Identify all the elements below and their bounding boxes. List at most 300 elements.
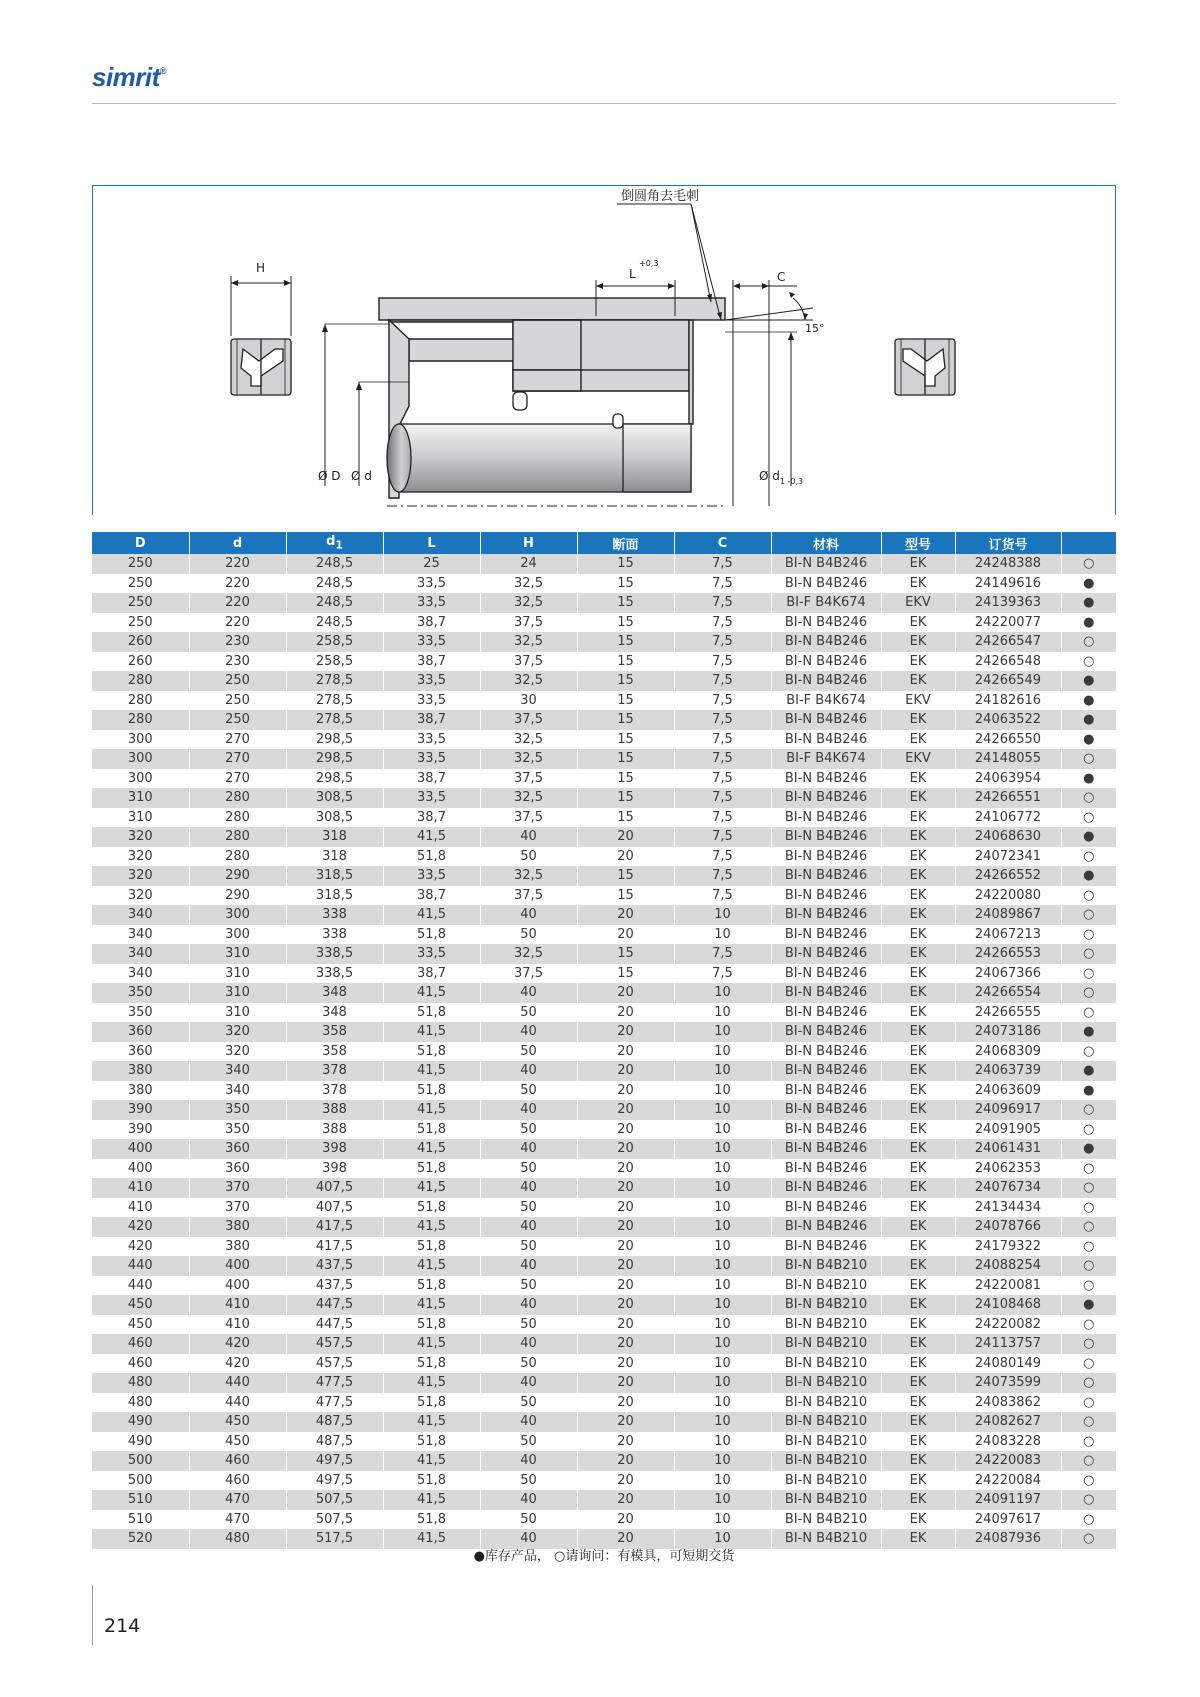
cell-col-order-no: 24266550 [955, 730, 1061, 750]
table-row [92, 593, 1116, 613]
cell-col-type: EK [881, 1451, 955, 1471]
cell-col-l: 41,5 [383, 1373, 480, 1393]
cell-col-cross-section: 15 [577, 691, 674, 711]
cell-col-d-inner: 220 [189, 574, 286, 594]
cell-col-material: BI-N B4B246 [771, 1022, 881, 1042]
cell-col-h: 50 [480, 847, 577, 867]
cell-col-h: 40 [480, 983, 577, 1003]
cell-col-material: BI-N B4B246 [771, 1178, 881, 1198]
cell-col-l: 51,8 [383, 1471, 480, 1491]
cell-col-cross-section: 15 [577, 730, 674, 750]
cell-col-order-no: 24091905 [955, 1120, 1061, 1140]
cell-col-d-inner: 340 [189, 1081, 286, 1101]
cell-col-h: 32,5 [480, 788, 577, 808]
cell-col-l: 51,8 [383, 925, 480, 945]
cell-col-h: 40 [480, 1217, 577, 1237]
cell-col-h: 50 [480, 1120, 577, 1140]
cell-col-material: BI-N B4B246 [771, 866, 881, 886]
cell-col-d-inner: 400 [189, 1276, 286, 1296]
cell-col-order-no: 24089867 [955, 905, 1061, 925]
cell-col-type: EK [881, 1081, 955, 1101]
cell-col-l: 33,5 [383, 593, 480, 613]
cell-col-d-outer: 410 [92, 1198, 189, 1218]
cell-col-d-inner: 410 [189, 1315, 286, 1335]
cell-col-type: EK [881, 847, 955, 867]
cell-col-d-inner: 280 [189, 788, 286, 808]
cell-col-c: 10 [674, 1022, 771, 1042]
cell-col-stock: ○ [1061, 1315, 1116, 1335]
cell-col-d1: 358 [286, 1022, 383, 1042]
cell-col-d1: 298,5 [286, 769, 383, 789]
cell-col-d-outer: 490 [92, 1412, 189, 1432]
table-row [92, 1022, 1116, 1042]
cell-col-type: EK [881, 632, 955, 652]
cell-col-material: BI-N B4B246 [771, 944, 881, 964]
table-row [92, 1432, 1116, 1452]
cell-col-d-outer: 260 [92, 632, 189, 652]
cell-col-c: 10 [674, 1432, 771, 1452]
cell-col-l: 38,7 [383, 964, 480, 984]
cell-col-l: 51,8 [383, 1159, 480, 1179]
cell-col-h: 40 [480, 1490, 577, 1510]
cell-col-l: 41,5 [383, 1334, 480, 1354]
cell-col-c: 10 [674, 1315, 771, 1335]
cell-col-stock: ● [1061, 613, 1116, 633]
cell-col-d-inner: 360 [189, 1139, 286, 1159]
cell-col-h: 40 [480, 905, 577, 925]
cell-col-d-outer: 340 [92, 925, 189, 945]
cell-col-d-outer: 520 [92, 1529, 189, 1549]
cell-col-stock: ○ [1061, 1529, 1116, 1549]
cell-col-order-no: 24220084 [955, 1471, 1061, 1491]
dimension-h [231, 276, 291, 336]
cell-col-material: BI-N B4B246 [771, 964, 881, 984]
dim-label-d1: Ø $d_{1 -0,3}$ [759, 469, 804, 486]
cell-col-c: 10 [674, 1256, 771, 1276]
cell-col-type: EK [881, 944, 955, 964]
cell-col-d-outer: 320 [92, 886, 189, 906]
cell-col-type: EK [881, 905, 955, 925]
cell-col-cross-section: 20 [577, 905, 674, 925]
shaft [387, 392, 691, 492]
cell-col-cross-section: 20 [577, 1295, 674, 1315]
cell-col-material: BI-N B4B246 [771, 886, 881, 906]
page-number: 214 [104, 1615, 141, 1637]
table-row [92, 1354, 1116, 1374]
cell-col-l: 41,5 [383, 905, 480, 925]
cell-col-material: BI-N B4B210 [771, 1471, 881, 1491]
cell-col-d-inner: 370 [189, 1198, 286, 1218]
cell-col-h: 50 [480, 1003, 577, 1023]
cell-col-d1: 308,5 [286, 788, 383, 808]
cell-col-d1: 507,5 [286, 1510, 383, 1530]
cell-col-material: BI-N B4B210 [771, 1354, 881, 1374]
cell-col-l: 41,5 [383, 1451, 480, 1471]
table-row [92, 632, 1116, 652]
header-col-d-inner: d [189, 532, 286, 554]
cell-col-order-no: 24082627 [955, 1412, 1061, 1432]
cell-col-type: EK [881, 886, 955, 906]
cell-col-material: BI-N B4B246 [771, 847, 881, 867]
cell-col-d-outer: 440 [92, 1256, 189, 1276]
cell-col-l: 51,8 [383, 1510, 480, 1530]
cell-col-material: BI-N B4B210 [771, 1334, 881, 1354]
cell-col-type: EK [881, 925, 955, 945]
cell-col-l: 38,7 [383, 808, 480, 828]
cell-col-stock: ○ [1061, 1178, 1116, 1198]
cell-col-d-inner: 440 [189, 1373, 286, 1393]
cell-col-d1: 278,5 [286, 710, 383, 730]
cell-col-order-no: 24080149 [955, 1354, 1061, 1374]
cell-col-order-no: 24248388 [955, 554, 1061, 574]
cell-col-stock: ○ [1061, 1120, 1116, 1140]
header-divider [92, 103, 1116, 104]
cell-col-order-no: 24063739 [955, 1061, 1061, 1081]
cell-col-type: EK [881, 1178, 955, 1198]
cell-col-d-outer: 410 [92, 1178, 189, 1198]
cell-col-d-inner: 400 [189, 1256, 286, 1276]
cell-col-h: 40 [480, 1022, 577, 1042]
stock-legend: ●库存产品， ○请询问：有模具，可短期交货 [473, 1549, 735, 1564]
cell-col-cross-section: 20 [577, 1471, 674, 1491]
cell-col-d1: 358 [286, 1042, 383, 1062]
cell-col-order-no: 24139363 [955, 593, 1061, 613]
cell-col-material: BI-N B4B246 [771, 827, 881, 847]
table-row [92, 1510, 1116, 1530]
cell-col-d-outer: 440 [92, 1276, 189, 1296]
callout-chamfer: 倒圆角去毛刺 [621, 189, 700, 204]
cell-col-d-outer: 380 [92, 1081, 189, 1101]
cell-col-c: 10 [674, 1490, 771, 1510]
seal-profile-left [231, 339, 291, 395]
cell-col-d-outer: 300 [92, 749, 189, 769]
cell-col-h: 24 [480, 554, 577, 574]
cell-col-c: 7,5 [674, 944, 771, 964]
cell-col-l: 25 [383, 554, 480, 574]
cell-col-l: 51,8 [383, 1393, 480, 1413]
cell-col-material: BI-N B4B210 [771, 1256, 881, 1276]
cell-col-cross-section: 15 [577, 866, 674, 886]
cell-col-type: EK [881, 1412, 955, 1432]
cell-col-h: 50 [480, 1276, 577, 1296]
cell-col-stock: ● [1061, 1061, 1116, 1081]
cell-col-cross-section: 20 [577, 1354, 674, 1374]
cell-col-d1: 258,5 [286, 652, 383, 672]
cell-col-material: BI-F B4K674 [771, 593, 881, 613]
cell-col-order-no: 24113757 [955, 1334, 1061, 1354]
cell-col-type: EK [881, 808, 955, 828]
cell-col-stock: ● [1061, 593, 1116, 613]
cell-col-c: 10 [674, 1003, 771, 1023]
cell-col-d-outer: 480 [92, 1373, 189, 1393]
cell-col-d1: 507,5 [286, 1490, 383, 1510]
cell-col-d-inner: 220 [189, 593, 286, 613]
cell-col-stock: ○ [1061, 1393, 1116, 1413]
cell-col-d-inner: 470 [189, 1490, 286, 1510]
cell-col-stock: ○ [1061, 1432, 1116, 1452]
cell-col-c: 7,5 [674, 593, 771, 613]
cell-col-d-outer: 400 [92, 1159, 189, 1179]
cell-col-order-no: 24073599 [955, 1373, 1061, 1393]
cell-col-order-no: 24078766 [955, 1217, 1061, 1237]
cell-col-stock: ○ [1061, 905, 1116, 925]
cell-col-d1: 417,5 [286, 1237, 383, 1257]
cell-col-type: EKV [881, 593, 955, 613]
cell-col-material: BI-N B4B246 [771, 1237, 881, 1257]
cell-col-d-outer: 250 [92, 613, 189, 633]
cell-col-material: BI-N B4B210 [771, 1510, 881, 1530]
cell-col-cross-section: 20 [577, 1159, 674, 1179]
cell-col-stock: ○ [1061, 652, 1116, 672]
table-row [92, 1256, 1116, 1276]
table-row [92, 710, 1116, 730]
header-col-type: 型号 [881, 532, 955, 554]
cell-col-stock: ● [1061, 691, 1116, 711]
cell-col-d-inner: 420 [189, 1334, 286, 1354]
cell-col-c: 10 [674, 1217, 771, 1237]
cell-col-material: BI-N B4B210 [771, 1490, 881, 1510]
cell-col-order-no: 24062353 [955, 1159, 1061, 1179]
cell-col-d1: 318,5 [286, 866, 383, 886]
cell-col-d-outer: 310 [92, 808, 189, 828]
cell-col-type: EK [881, 1490, 955, 1510]
cell-col-d-inner: 230 [189, 652, 286, 672]
cell-col-d-inner: 350 [189, 1100, 286, 1120]
cell-col-d-outer: 350 [92, 983, 189, 1003]
cell-col-order-no: 24108468 [955, 1295, 1061, 1315]
cell-col-d-outer: 280 [92, 691, 189, 711]
cell-col-d-inner: 310 [189, 983, 286, 1003]
cell-col-material: BI-N B4B210 [771, 1432, 881, 1452]
cell-col-l: 38,7 [383, 613, 480, 633]
cell-col-h: 40 [480, 1295, 577, 1315]
cell-col-material: BI-N B4B246 [771, 671, 881, 691]
cell-col-material: BI-N B4B246 [771, 1081, 881, 1101]
cell-col-c: 10 [674, 1120, 771, 1140]
cell-col-d-inner: 380 [189, 1217, 286, 1237]
cell-col-material: BI-N B4B246 [771, 1042, 881, 1062]
table-row [92, 671, 1116, 691]
cell-col-c: 10 [674, 1139, 771, 1159]
header-col-stock [1061, 532, 1116, 554]
cell-col-type: EK [881, 1237, 955, 1257]
technical-drawing [92, 185, 1116, 515]
cell-col-d-outer: 360 [92, 1042, 189, 1062]
cell-col-cross-section: 15 [577, 788, 674, 808]
cell-col-h: 37,5 [480, 710, 577, 730]
cell-col-order-no: 24220080 [955, 886, 1061, 906]
cell-col-c: 10 [674, 905, 771, 925]
cell-col-h: 32,5 [480, 593, 577, 613]
cell-col-material: BI-F B4K674 [771, 691, 881, 711]
cell-col-type: EK [881, 1334, 955, 1354]
cell-col-l: 41,5 [383, 1412, 480, 1432]
cell-col-d-inner: 450 [189, 1432, 286, 1452]
cell-col-cross-section: 15 [577, 554, 674, 574]
cell-col-d-inner: 340 [189, 1061, 286, 1081]
cell-col-d-inner: 270 [189, 749, 286, 769]
cell-col-cross-section: 20 [577, 1042, 674, 1062]
cell-col-l: 51,8 [383, 1432, 480, 1452]
cell-col-h: 50 [480, 1315, 577, 1335]
table-row [92, 944, 1116, 964]
cell-col-cross-section: 20 [577, 1490, 674, 1510]
cell-col-d-inner: 280 [189, 827, 286, 847]
cell-col-l: 41,5 [383, 1178, 480, 1198]
cell-col-type: EK [881, 1373, 955, 1393]
table-row [92, 1003, 1116, 1023]
cell-col-material: BI-N B4B246 [771, 1003, 881, 1023]
cell-col-d-outer: 390 [92, 1100, 189, 1120]
cell-col-cross-section: 20 [577, 1256, 674, 1276]
cell-col-l: 33,5 [383, 632, 480, 652]
cell-col-material: BI-N B4B246 [771, 769, 881, 789]
table-row [92, 1295, 1116, 1315]
cell-col-order-no: 24087936 [955, 1529, 1061, 1549]
cell-col-d1: 517,5 [286, 1529, 383, 1549]
cell-col-type: EKV [881, 691, 955, 711]
cell-col-l: 51,8 [383, 847, 480, 867]
table-row [92, 1042, 1116, 1062]
cell-col-l: 51,8 [383, 1198, 480, 1218]
table-row [92, 1081, 1116, 1101]
cell-col-d1: 477,5 [286, 1393, 383, 1413]
cell-col-stock: ○ [1061, 1217, 1116, 1237]
cell-col-d-inner: 220 [189, 613, 286, 633]
cell-col-material: BI-N B4B246 [771, 1217, 881, 1237]
cell-col-d-outer: 320 [92, 847, 189, 867]
cell-col-stock: ○ [1061, 1003, 1116, 1023]
cell-col-h: 37,5 [480, 613, 577, 633]
cell-col-d-outer: 500 [92, 1451, 189, 1471]
cell-col-h: 50 [480, 1393, 577, 1413]
cell-col-d1: 338 [286, 925, 383, 945]
cell-col-h: 50 [480, 1471, 577, 1491]
cell-col-type: EK [881, 1042, 955, 1062]
cell-col-d1: 348 [286, 1003, 383, 1023]
cell-col-cross-section: 15 [577, 652, 674, 672]
cell-col-d-outer: 320 [92, 866, 189, 886]
seal-profile-right [895, 339, 955, 395]
cell-col-d-inner: 270 [189, 730, 286, 750]
cell-col-order-no: 24266547 [955, 632, 1061, 652]
cell-col-cross-section: 15 [577, 613, 674, 633]
cell-col-material: BI-N B4B246 [771, 1100, 881, 1120]
cell-col-cross-section: 15 [577, 671, 674, 691]
cell-col-material: BI-N B4B210 [771, 1412, 881, 1432]
cell-col-order-no: 24068309 [955, 1042, 1061, 1062]
cell-col-d-inner: 290 [189, 886, 286, 906]
cell-col-stock: ● [1061, 574, 1116, 594]
cell-col-h: 37,5 [480, 769, 577, 789]
cell-col-h: 50 [480, 1042, 577, 1062]
cell-col-l: 41,5 [383, 1256, 480, 1276]
cell-col-stock: ○ [1061, 1276, 1116, 1296]
cell-col-h: 40 [480, 1373, 577, 1393]
cell-col-h: 40 [480, 1412, 577, 1432]
table-row [92, 1198, 1116, 1218]
cell-col-order-no: 24097617 [955, 1510, 1061, 1530]
cell-col-order-no: 24073186 [955, 1022, 1061, 1042]
cell-col-d-inner: 410 [189, 1295, 286, 1315]
cell-col-type: EK [881, 1471, 955, 1491]
header-col-d-outer: D [92, 532, 189, 554]
cell-col-h: 40 [480, 1256, 577, 1276]
cell-col-c: 7,5 [674, 554, 771, 574]
cell-col-material: BI-N B4B246 [771, 710, 881, 730]
cell-col-d-inner: 380 [189, 1237, 286, 1257]
cell-col-stock: ○ [1061, 1198, 1116, 1218]
cell-col-d-outer: 420 [92, 1237, 189, 1257]
cell-col-d-outer: 480 [92, 1393, 189, 1413]
cell-col-h: 32,5 [480, 730, 577, 750]
cell-col-d1: 457,5 [286, 1334, 383, 1354]
cell-col-c: 7,5 [674, 671, 771, 691]
cell-col-material: BI-N B4B210 [771, 1451, 881, 1471]
cell-col-d-outer: 360 [92, 1022, 189, 1042]
cell-col-d-outer: 500 [92, 1471, 189, 1491]
cell-col-l: 33,5 [383, 730, 480, 750]
cell-col-order-no: 24061431 [955, 1139, 1061, 1159]
dim-label-c: C [777, 270, 786, 284]
cell-col-d1: 407,5 [286, 1178, 383, 1198]
cell-col-d1: 457,5 [286, 1354, 383, 1374]
cell-col-d1: 338,5 [286, 944, 383, 964]
cell-col-type: EK [881, 1139, 955, 1159]
cell-col-c: 7,5 [674, 866, 771, 886]
table-row [92, 1490, 1116, 1510]
cell-col-type: EK [881, 574, 955, 594]
table-row [92, 749, 1116, 769]
cell-col-stock: ● [1061, 710, 1116, 730]
cell-col-c: 7,5 [674, 964, 771, 984]
cell-col-order-no: 24220082 [955, 1315, 1061, 1335]
cell-col-cross-section: 15 [577, 710, 674, 730]
cell-col-order-no: 24266548 [955, 652, 1061, 672]
cell-col-cross-section: 20 [577, 827, 674, 847]
cell-col-material: BI-N B4B246 [771, 1139, 881, 1159]
cell-col-order-no: 24067366 [955, 964, 1061, 984]
cell-col-h: 40 [480, 1178, 577, 1198]
header-col-order-no: 订货号 [955, 532, 1061, 554]
cell-col-stock: ○ [1061, 925, 1116, 945]
cell-col-l: 33,5 [383, 866, 480, 886]
cell-col-cross-section: 15 [577, 769, 674, 789]
header-col-material: 材料 [771, 532, 881, 554]
cell-col-d1: 278,5 [286, 671, 383, 691]
cell-col-h: 32,5 [480, 944, 577, 964]
cell-col-l: 33,5 [383, 788, 480, 808]
cell-col-h: 50 [480, 925, 577, 945]
cell-col-l: 51,8 [383, 1237, 480, 1257]
cell-col-d-inner: 370 [189, 1178, 286, 1198]
dim-label-h: H [256, 261, 266, 275]
table-row [92, 730, 1116, 750]
table-row [92, 1315, 1116, 1335]
cell-col-material: BI-N B4B246 [771, 925, 881, 945]
subscript-1: 1 [335, 538, 343, 552]
cell-col-d1: 318 [286, 827, 383, 847]
cell-col-material: BI-N B4B246 [771, 1061, 881, 1081]
cell-col-c: 7,5 [674, 632, 771, 652]
cell-col-d-outer: 350 [92, 1003, 189, 1023]
cell-col-d-inner: 250 [189, 671, 286, 691]
cell-col-d-inner: 360 [189, 1159, 286, 1179]
table-row [92, 1120, 1116, 1140]
cell-col-cross-section: 15 [577, 593, 674, 613]
cell-col-material: BI-N B4B246 [771, 730, 881, 750]
cell-col-order-no: 24266549 [955, 671, 1061, 691]
